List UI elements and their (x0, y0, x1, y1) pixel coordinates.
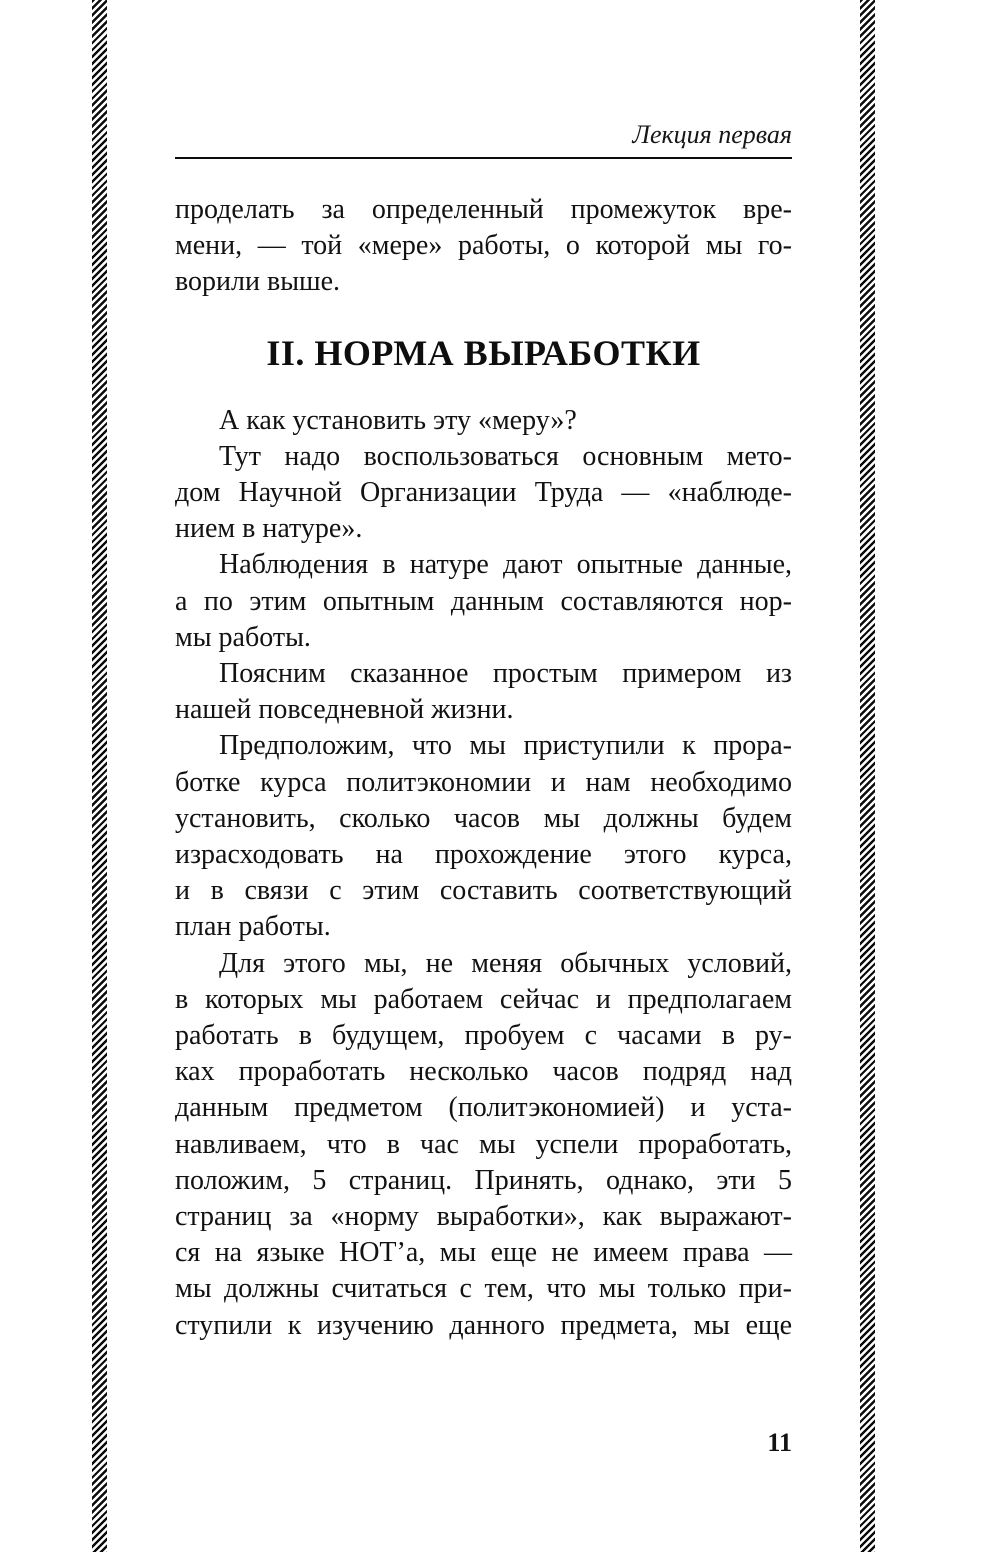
text-line: ках проработать несколько часов подряд над (175, 1056, 792, 1088)
paragraph (175, 656, 792, 728)
text-line: и в связи с этим составить соответствующий (175, 875, 792, 907)
left-decorative-border (92, 0, 107, 1552)
text-line: Поясним сказанное простым примером из (219, 658, 792, 690)
page-number: 11 (767, 1428, 792, 1457)
paragraph (175, 192, 792, 301)
text-line: проделать за определенный промежуток вре- (175, 194, 792, 225)
section-heading: II. НОРМА ВЫРАБОТКИ (266, 332, 701, 373)
text-line: мы должны считаться с тем, что мы только при- (175, 1273, 792, 1305)
text-line: нием в натуре». (175, 513, 363, 545)
paragraph (175, 439, 792, 548)
header-rule (175, 157, 792, 159)
text-line: нашей повседневной жизни. (175, 694, 514, 726)
text-line: установить, сколько часов мы должны будем (175, 802, 792, 834)
page-content (175, 0, 792, 1344)
text-line: работать в будущем, пробуем с часами в ру- (175, 1020, 792, 1052)
text-line: данным предметом (политэкономией) и уста- (175, 1092, 792, 1124)
text-line: ступили к изучению данного предмета, мы еще (175, 1309, 792, 1341)
paragraph (175, 547, 792, 656)
text-line: положим, 5 страниц. Принять, однако, эти 5 (175, 1164, 792, 1196)
paragraph (175, 403, 792, 439)
paragraph (175, 946, 792, 1344)
text-line: дом Научной Организации Труда — «наблюде- (175, 477, 792, 509)
running-header: Лекция первая (632, 120, 792, 149)
text-line: ботке курса политэкономии и нам необходимо (175, 766, 792, 798)
body-text (175, 192, 792, 1344)
text-line: Наблюдения в натуре дают опытные данные, (219, 549, 792, 581)
text-line: план работы. (175, 911, 331, 943)
text-line: мы работы. (175, 621, 311, 653)
text-line: навливаем, что в час мы успели проработать, (175, 1128, 792, 1160)
text-line: ворили выше. (175, 266, 340, 298)
text-line: а по этим опытным данным составляются нор- (175, 585, 792, 617)
text-line: Для этого мы, не меняя обычных условий, (219, 947, 792, 979)
right-decorative-border (860, 0, 875, 1552)
text-line: Предположим, что мы приступили к прора- (219, 730, 792, 762)
text-line: А как установить эту «меру»? (219, 404, 577, 436)
paragraph (175, 728, 792, 945)
text-line: израсходовать на прохождение этого курса, (175, 839, 792, 871)
text-line: ся на языке НОТ’а, мы еще не имеем права — (175, 1237, 792, 1269)
text-line: Тут надо воспользоваться основным мето- (219, 440, 792, 472)
text-line: страниц за «норму выработки», как выражают- (175, 1201, 792, 1233)
text-line: в которых мы работаем сейчас и предполагаем (175, 983, 792, 1015)
text-line: мени, — той «мере» работы, о которой мы го- (175, 230, 792, 262)
